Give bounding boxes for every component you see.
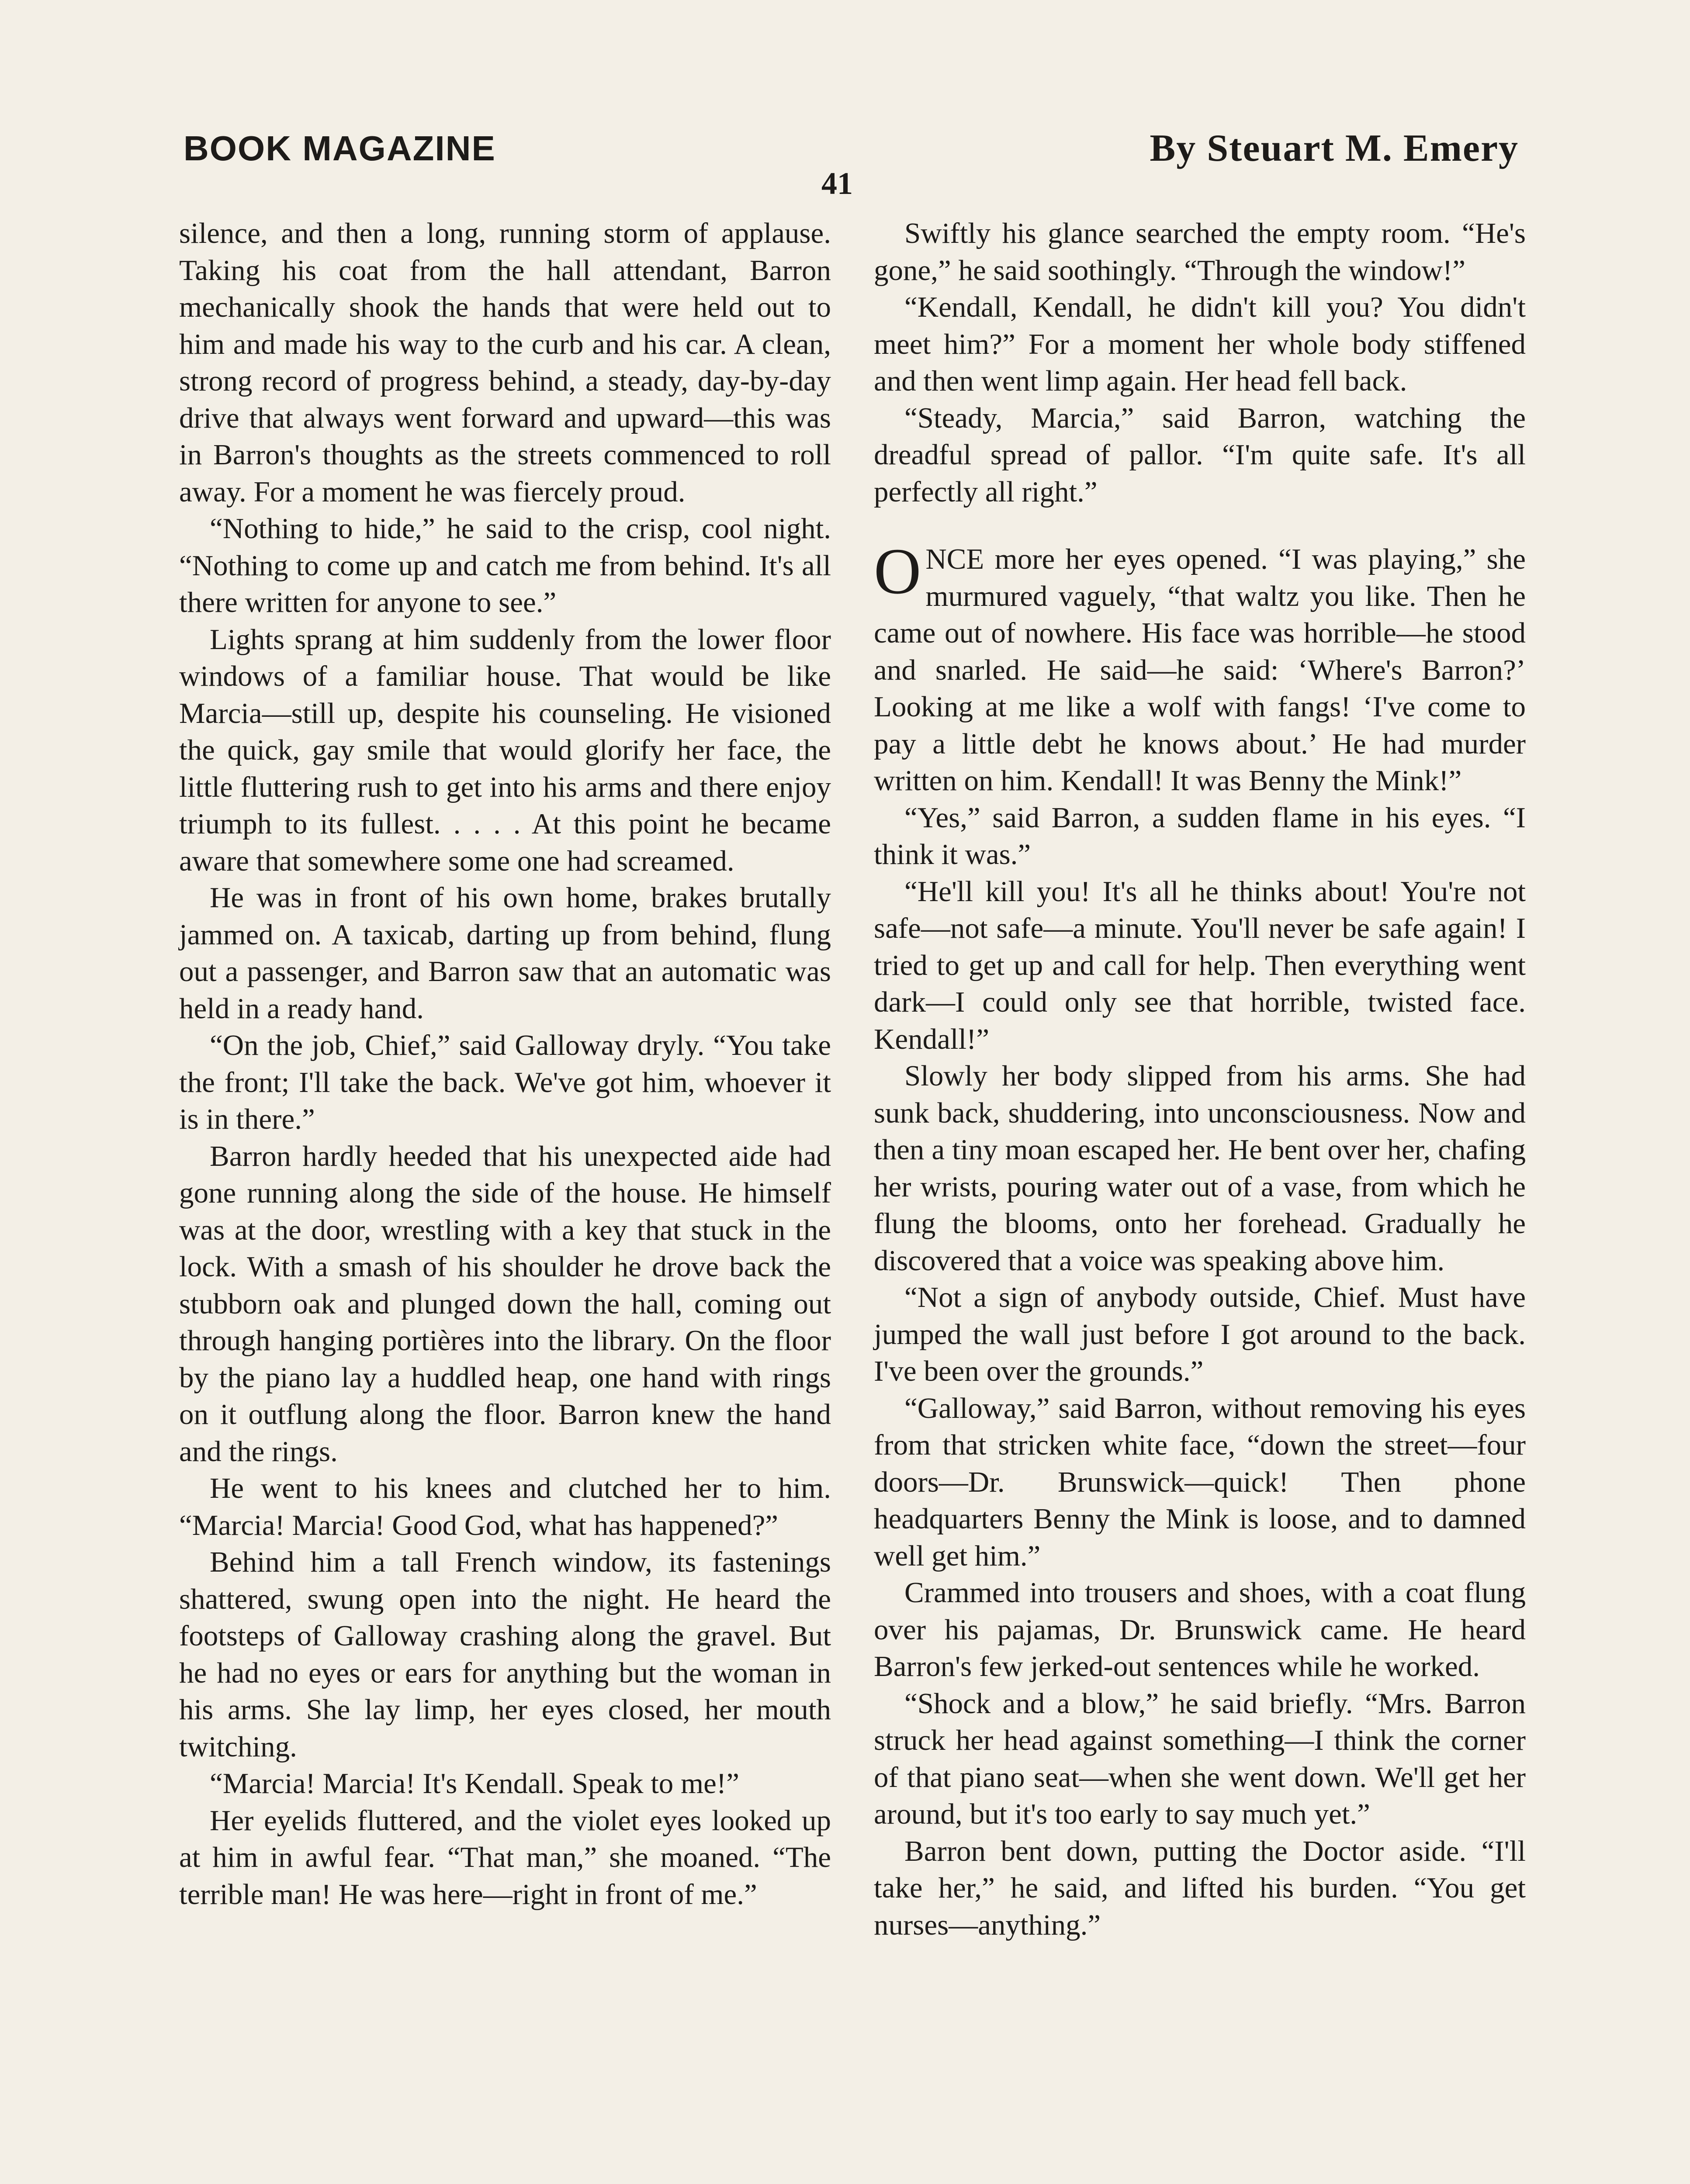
paragraph: Slowly her body slipped from his arms. She had sunk back, shuddering, into unconsciousness. Now and then a tiny moan escaped her. He bent over her, chafing her wrists, pouring water out of a vase, from which he flung the blooms, onto her forehead. Gradually he discovered that a voice was speaking above him. <box>874 1060 1526 1277</box>
paragraph: Behind him a tall French window, its fastenings shattered, swung open into the night. He heard the footsteps of Galloway crashing along the gravel. But he had no eyes or ears for anything but the woman in his arms. She lay limp, her eyes closed, her mouth twitching. <box>179 1546 831 1763</box>
paragraph: silence, and then a long, running storm of applause. Taking his coat from the hall attendant, Barron mechanically shook the hands that were held out to him and made his way to the curb and his car. A clean, strong record of progress behind, a steady, day-by-day drive that always went forward and upward—this was in Barron's thoughts as the streets commenced to roll away. For a moment he was fiercely proud. <box>179 217 831 508</box>
page-number: 41 <box>821 166 853 201</box>
paragraph: “On the job, Chief,” said Galloway dryly. “You take the front; I'll take the back. We've got him, whoever it is in there.” <box>179 1029 831 1135</box>
paragraph: Crammed into trousers and shoes, with a coat flung over his pajamas, Dr. Brunswick came. He heard Barron's few jerked-out sentences while he worked. <box>874 1576 1526 1683</box>
paragraph: “Yes,” said Barron, a sudden flame in his eyes. “I think it was.” <box>874 801 1526 871</box>
paragraph: “Marcia! Marcia! It's Kendall. Speak to me!” <box>210 1767 739 1800</box>
paragraph: Swiftly his glance searched the empty room. “He's gone,” he said soothingly. “Through the window!” <box>874 217 1526 287</box>
paragraph: Barron bent down, putting the Doctor aside. “I'll take her,” he said, and lifted his burden. “You get nurses—anything.” <box>874 1835 1526 1941</box>
paragraph: “Shock and a blow,” he said briefly. “Mrs. Barron struck her head against something—I think the corner of that piano seat—when she went down. We'll get her around, but it's too early to say much yet.” <box>874 1687 1526 1830</box>
paragraph: He was in front of his own home, brakes brutally jammed on. A taxicab, darting up from behind, flung out a passenger, and Barron saw that an automatic was held in a ready hand. <box>179 881 831 1025</box>
right-column <box>874 215 1526 1943</box>
magazine-title: BOOK MAGAZINE <box>184 129 496 168</box>
paragraph: “He'll kill you! It's all he thinks about! You're not safe—not safe—a minute. You'll never be safe again! I tried to get up and call for help. Then everything went dark—I could only see that horrible, twisted face. Kendall!” <box>874 875 1526 1055</box>
paragraph: Barron hardly heeded that his unexpected aide had gone running along the side of the house. He himself was at the door, wrestling with a key that stuck in the lock. With a smash of his shoulder he drove back the stubborn oak and plunged down the hall, coming out through hanging portières into the library. On the floor by the piano lay a huddled heap, one hand with rings on it outflung along the floor. Barron knew the hand and the rings. <box>179 1140 831 1468</box>
left-column <box>179 215 831 1913</box>
paragraph: “Steady, Marcia,” said Barron, watching the dreadful spread of pallor. “I'm quite safe. It's all perfectly all right.” <box>874 401 1526 508</box>
paragraph: He went to his knees and clutched her to him. “Marcia! Marcia! Good God, what has happened?” <box>179 1472 831 1541</box>
paragraph: “Nothing to hide,” he said to the crisp, cool night. “Nothing to come up and catch me from behind. It's all there written for anyone to see.” <box>179 512 831 619</box>
drop-cap: O <box>874 535 921 608</box>
paragraph: “Not a sign of anybody outside, Chief. Must have jumped the wall just before I got around to the back. I've been over the grounds.” <box>874 1281 1526 1387</box>
paragraph: “Kendall, Kendall, he didn't kill you? You didn't meet him?” For a moment her whole body stiffened and then went limp again. Her head fell back. <box>874 291 1526 397</box>
paragraph: “Galloway,” said Barron, without removing his eyes from that stricken white face, “down the street—four doors—Dr. Brunswick—quick! Then phone headquarters Benny the Mink is loose, and to damned well get him.” <box>874 1392 1526 1572</box>
paragraph: Her eyelids fluttered, and the violet eyes looked up at him in awful fear. “That man,” she moaned. “The terrible man! He was here—right in front of me.” <box>179 1804 831 1911</box>
drop-cap-paragraph <box>874 535 1526 799</box>
paragraph: Lights sprang at him suddenly from the lower floor windows of a familiar house. That would be like Marcia—still up, despite his counseling. He visioned the quick, gay smile that would glorify her face, the little fluttering rush to get into his arms and there enjoy triumph to its fullest. . . . . At this point he became aware that somewhere some one had screamed. <box>179 623 831 877</box>
author-byline: By Steuart M. Emery <box>1150 127 1519 169</box>
drop-cap-text: NCE more her eyes opened. “I was playing,” she murmured vaguely, “that waltz you like. Then he came out of nowhere. His face was horrible—he stood and snarled. He said—he said: ‘Where's Barron?’ Looking at me like a wolf with fangs! ‘I've come to pay a little debt he knows about.’ He had murder written on him. Kendall! It was Benny the Mink!” <box>874 543 1526 797</box>
